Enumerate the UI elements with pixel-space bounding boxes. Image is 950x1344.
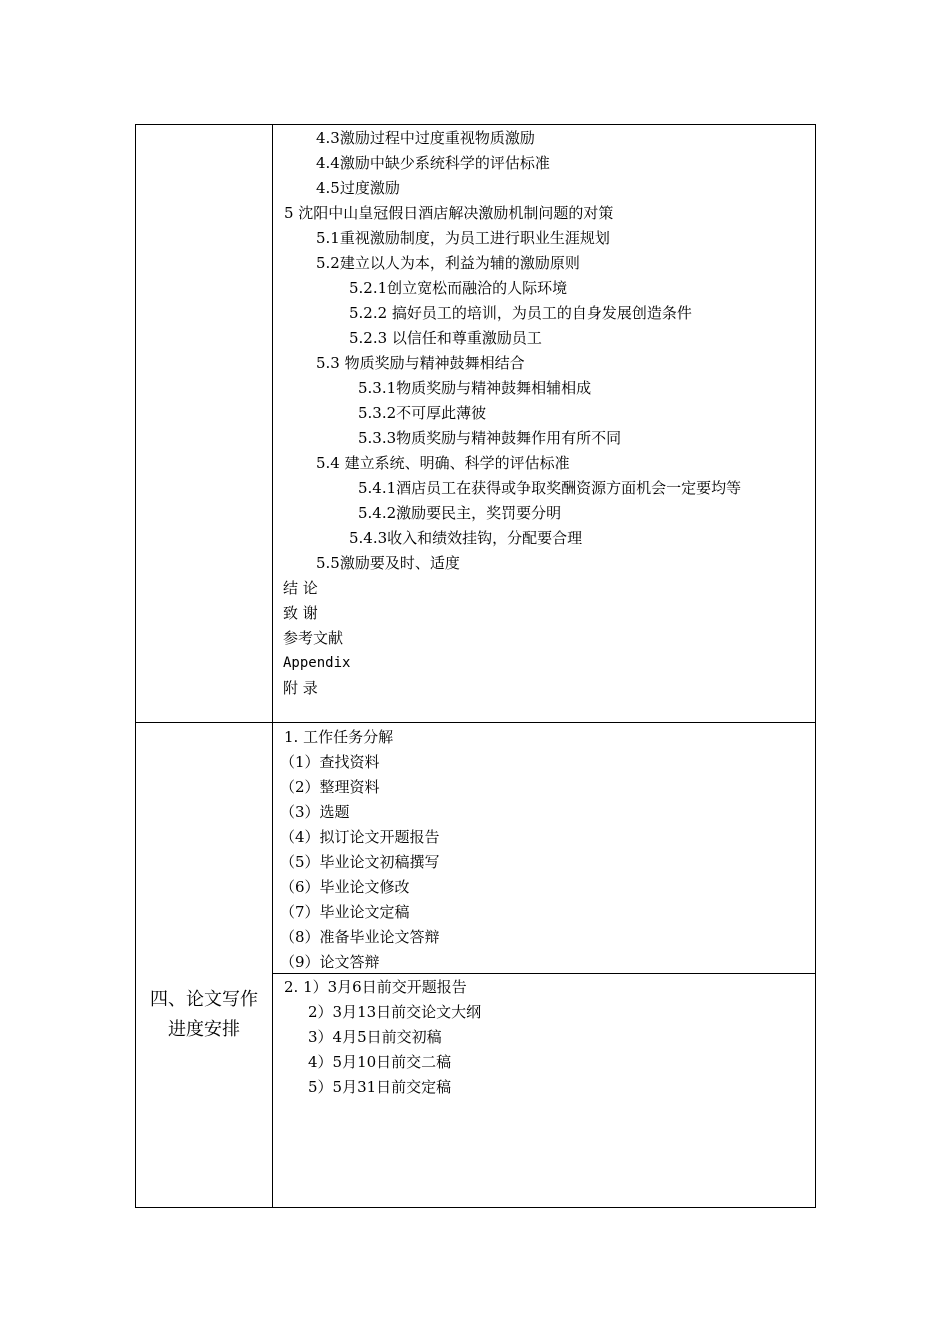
task-item: （7）毕业论文定稿 — [280, 903, 410, 921]
outline-item: 5.3.2不可厚此薄彼 — [358, 404, 487, 422]
task-item: （6）毕业论文修改 — [280, 878, 410, 896]
task-item: （8）准备毕业论文答辩 — [280, 928, 440, 946]
outline-item: Appendix — [283, 655, 351, 671]
outline-item: 5.2.2 搞好员工的培训，为员工的自身发展创造条件 — [349, 304, 692, 322]
task-item: （3）选题 — [280, 803, 350, 821]
schedule-item: 2. 1）3月6日前交开题报告 — [284, 978, 467, 996]
outline-item: 5.5激励要及时、适度 — [316, 554, 460, 572]
schedule-item: 3）4月5日前交初稿 — [308, 1028, 442, 1046]
outline-item: 5.3.1物质奖励与精神鼓舞相辅相成 — [358, 379, 592, 397]
outline-item: 致 谢 — [283, 604, 318, 622]
outline-item: 5 沈阳中山皇冠假日酒店解决激励机制问题的对策 — [284, 204, 614, 222]
outline-item: 5.4.1酒店员工在获得或争取奖酬资源方面机会一定要均等 — [358, 479, 742, 497]
outline-item: 附 录 — [283, 679, 318, 697]
outline-item: 5.4 建立系统、明确、科学的评估标准 — [316, 454, 570, 472]
outline-item: 5.2.3 以信任和尊重激励员工 — [349, 329, 542, 347]
outline-item: 5.3 物质奖励与精神鼓舞相结合 — [316, 354, 525, 372]
section-title — [136, 985, 272, 1045]
schedule-item: 4）5月10日前交二稿 — [308, 1053, 452, 1071]
outline-item: 4.3激励过程中过度重视物质激励 — [316, 129, 535, 147]
column-divider — [272, 125, 273, 1207]
outline-item: 4.5过度激励 — [316, 179, 400, 197]
section-title-line: 进度安排 — [168, 1019, 240, 1040]
schedule-item: 2）3月13日前交论文大纲 — [308, 1003, 482, 1021]
outline-item: 5.1重视激励制度，为员工进行职业生涯规划 — [316, 229, 610, 247]
task-item: （9）论文答辩 — [280, 953, 380, 971]
task-item: （2）整理资料 — [280, 778, 380, 796]
task-item: （4）拟订论文开题报告 — [280, 828, 440, 846]
section-title-line: 四、论文写作 — [150, 989, 258, 1010]
outline-item: 5.4.3收入和绩效挂钩，分配要合理 — [349, 529, 583, 547]
outline-item: 5.3.3物质奖励与精神鼓舞作用有所不同 — [358, 429, 622, 447]
outline-item: 参考文献 — [283, 629, 344, 647]
task-item: （5）毕业论文初稿撰写 — [280, 853, 440, 871]
subrow-divider — [272, 973, 815, 974]
outline-item: 4.4激励中缺少系统科学的评估标准 — [316, 154, 550, 172]
task-item: （1）查找资料 — [280, 753, 380, 771]
schedule-item: 5）5月31日前交定稿 — [308, 1078, 452, 1096]
outline-item: 结 论 — [283, 579, 318, 597]
row-divider — [136, 722, 815, 723]
outline-item: 5.4.2激励要民主，奖罚要分明 — [358, 504, 562, 522]
outline-item: 5.2.1创立宽松而融洽的人际环境 — [349, 279, 568, 297]
task-item: 1. 工作任务分解 — [284, 728, 394, 746]
outline-item: 5.2建立以人为本，利益为辅的激励原则 — [316, 254, 580, 272]
outline-table — [135, 124, 816, 1208]
